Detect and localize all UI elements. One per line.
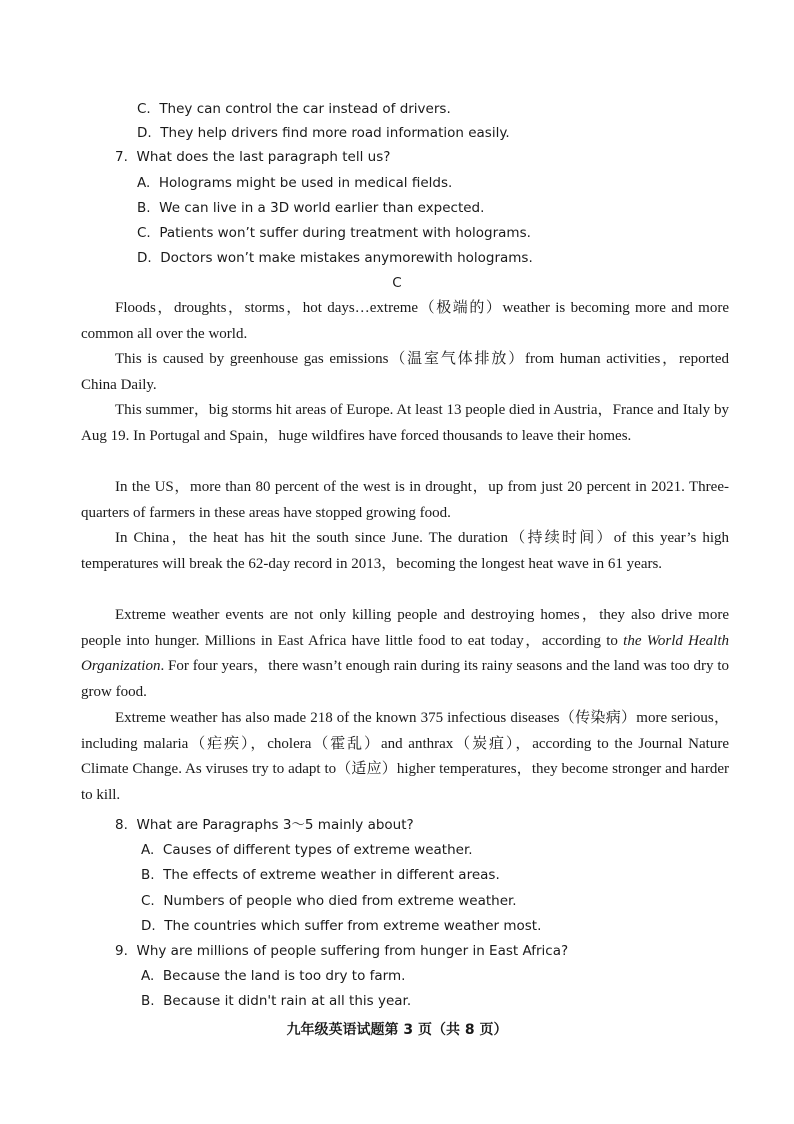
q8-option-c [141, 891, 517, 911]
question-number: 9. [115, 943, 128, 959]
page-footer: 九年级英语试题第 3 页（共 8 页） [286, 1022, 508, 1038]
question-number: 7. [115, 149, 128, 165]
option-letter: B. [137, 200, 151, 216]
option-letter: A. [137, 175, 151, 191]
option-letter: B. [141, 867, 155, 883]
option-letter: D. [141, 918, 156, 934]
option-text: Because it didn't rain at all this year. [163, 993, 412, 1009]
option-text: Doctors won’t make mistakes anymorewith holograms. [160, 250, 533, 266]
paragraph-text-part: . For four years，there wasn’t enough rain during its rainy seasons and the land was too dry to grow food. [81, 658, 729, 700]
option-text: Because the land is too dry to farm. [162, 968, 406, 984]
option-letter: A. [141, 968, 155, 984]
option-letter: C. [141, 893, 155, 909]
q8-option-d [141, 916, 541, 936]
q7-stem [115, 147, 390, 167]
q7-option-b [137, 198, 484, 218]
passage-paragraph-2 [81, 347, 729, 398]
question-number: 8. [115, 817, 128, 833]
paragraph-text: In the US，more than 80 percent of the west is in drought，up from just 20 percent in 2021. Three-quarters of farmers in these areas have stopped growing food. [81, 479, 729, 521]
passage-heading: C [392, 275, 402, 291]
q8-option-a [141, 840, 473, 860]
paragraph-text: In China，the heat has hit the south since June. The duration（持续时间）of this year’s high temperatures will break the 62-day record in 2013，becoming the longest heat wave in 61 years. [81, 530, 729, 572]
question-stem: What does the last paragraph tell us? [136, 149, 391, 165]
q7-option-c [137, 223, 531, 243]
q9-stem [115, 941, 568, 961]
q6-option-c [137, 99, 451, 119]
q7-option-d [137, 248, 533, 268]
organization-name: the World Health Organization [81, 632, 729, 675]
paragraph-text: Floods，droughts，storms，hot days…extreme（极端的）weather is becoming more and more common all over the world. [81, 300, 729, 342]
option-text: Causes of different types of extreme weather. [162, 842, 473, 858]
q6-option-d [137, 123, 510, 143]
option-text: They can control the car instead of drivers. [159, 101, 451, 117]
question-stem: What are Paragraphs 3～5 mainly about? [136, 817, 414, 833]
option-text: We can live in a 3D world earlier than expected. [159, 200, 485, 216]
passage-paragraph-4 [81, 475, 729, 526]
paragraph-text-part: Extreme weather events are not only killing people and destroying homes，they also drive more people into hunger. Millions in East Africa have little food to eat today，according to [81, 607, 729, 649]
passage-paragraph-1 [81, 296, 729, 347]
question-stem: Why are millions of people suffering from hunger in East Africa? [136, 943, 569, 959]
q8-stem [115, 815, 414, 835]
option-letter: C. [137, 101, 151, 117]
q9-option-b [141, 991, 411, 1011]
q7-option-a [137, 173, 452, 193]
option-letter: C. [137, 225, 151, 241]
option-text: Numbers of people who died from extreme weather. [163, 893, 517, 909]
passage-paragraph-3 [81, 398, 729, 449]
passage-paragraph-7 [81, 706, 729, 808]
option-letter: D. [137, 250, 152, 266]
passage-paragraph-6 [81, 603, 729, 705]
passage-paragraph-5 [81, 526, 729, 577]
paragraph-text: This is caused by greenhouse gas emissions（温室气体排放）from human activities，reported China Daily. [81, 351, 729, 393]
option-letter: B. [141, 993, 155, 1009]
paragraph-text: Extreme weather has also made 218 of the known 375 infectious diseases（传染病）more serious，including malaria（疟疾），cholera（霍乱）and anthrax（炭疽），according to the Journal Nature Climate Change. As viruses try to adapt to（适应）higher temperatures，they become stronger and harder to kill. [81, 710, 729, 803]
q9-option-a [141, 966, 405, 986]
paragraph-text: This summer，big storms hit areas of Europe. At least 13 people died in Austria，France and Italy by Aug 19. In Portugal and Spain，huge wildfires have forced thousands to leave their homes. [81, 402, 729, 444]
option-text: Holograms might be used in medical fields. [158, 175, 453, 191]
q8-option-b [141, 865, 500, 885]
option-letter: A. [141, 842, 155, 858]
option-letter: D. [137, 125, 152, 141]
option-text: The countries which suffer from extreme weather most. [164, 918, 542, 934]
option-text: The effects of extreme weather in different areas. [163, 867, 500, 883]
paragraph-text [81, 603, 729, 705]
option-text: Patients won’t suffer during treatment with holograms. [159, 225, 531, 241]
option-text: They help drivers find more road information easily. [160, 125, 510, 141]
